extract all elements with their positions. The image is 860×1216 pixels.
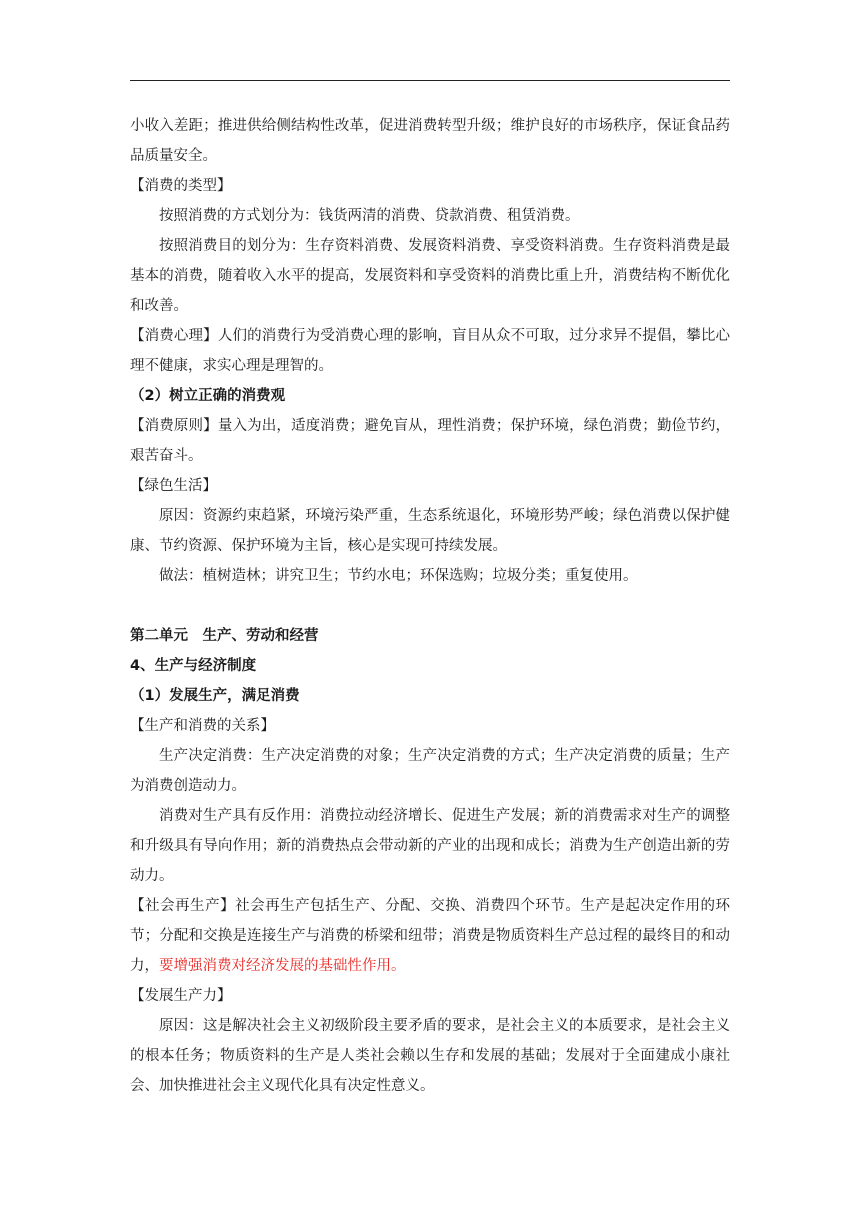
paragraph-consumption-principles: 【消费原则】量入为出，适度消费；避免盲从，理性消费；保护环境，绿色消费；勤俭节约，艰苦奋斗。	[130, 418, 730, 464]
paragraph-text: 【社会再生产】社会再生产包括生产、分配、交换、消费四个环节。生产是起决定作用的环节；分配和交换是连接生产与消费的桥梁和纽带；消费是物质资料生产总过程的最终目的和动力，	[130, 898, 730, 974]
section-heading-green-living: 【绿色生活】	[130, 478, 217, 494]
section-heading-production-consumption: 【生产和消费的关系】	[130, 718, 275, 734]
paragraph: 按照消费目的划分为：生存资料消费、发展资料消费、享受资料消费。生存资料消费是最基本的消费，随着收入水平的提高，发展资料和享受资料的消费比重上升，消费结构不断优化和改善。	[130, 238, 730, 314]
unit-title: 第二单元 生产、劳动和经营	[130, 628, 319, 644]
section-heading-consumption-types: 【消费的类型】	[130, 178, 232, 194]
paragraph: 原因：资源约束趋紧，环境污染严重，生态系统退化，环境形势严峻；绿色消费以保护健康、节约资源、保护环境为主旨，核心是实现可持续发展。	[130, 508, 730, 554]
document-body	[130, 111, 730, 1101]
paragraph: 消费对生产具有反作用：消费拉动经济增长、促进生产发展；新的消费需求对生产的调整和升级具有导向作用；新的消费热点会带动新的产业的出现和成长；消费为生产创造出新的劳动力。	[130, 808, 730, 884]
section-heading-productivity: 【发展生产力】	[130, 988, 232, 1004]
paragraph-social-reproduction	[130, 891, 730, 981]
paragraph: 生产决定消费：生产决定消费的对象；生产决定消费的方式；生产决定消费的质量；生产为消费创造动力。	[130, 748, 730, 794]
highlighted-text: 要增强消费对经济发展的基础性作用。	[159, 958, 406, 974]
header-rule	[130, 80, 730, 81]
paragraph: 原因：这是解决社会主义初级阶段主要矛盾的要求，是社会主义的本质要求，是社会主义的根本任务；物质资料的生产是人类社会赖以生存和发展的基础；发展对于全面建成小康社会、加快推进社会主义现代化具有决定性意义。	[130, 1018, 730, 1094]
paragraph: 做法：植树造林；讲究卫生；节约水电；环保选购；垃圾分类；重复使用。	[159, 568, 638, 584]
chapter-heading: 4、生产与经济制度	[130, 658, 257, 674]
paragraph: 小收入差距；推进供给侧结构性改革，促进消费转型升级；维护良好的市场秩序，保证食品药品质量安全。	[130, 118, 730, 164]
paragraph: 按照消费的方式划分为：钱货两清的消费、贷款消费、租赁消费。	[159, 208, 580, 224]
subheading-correct-consumption-view: （2）树立正确的消费观	[130, 388, 286, 404]
paragraph-consumer-psychology: 【消费心理】人们的消费行为受消费心理的影响，盲目从众不可取，过分求异不提倡，攀比心理不健康，求实心理是理智的。	[130, 328, 730, 374]
subheading-develop-production: （1）发展生产，满足消费	[130, 688, 300, 704]
